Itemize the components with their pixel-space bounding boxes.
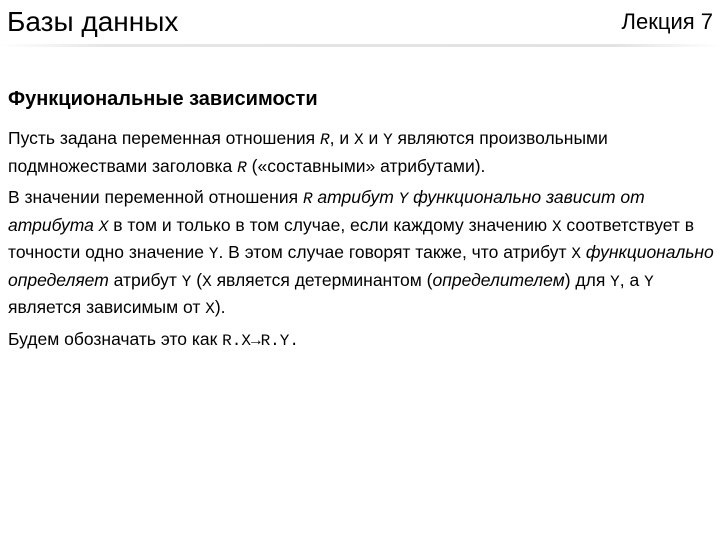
var-y: Y bbox=[610, 272, 620, 291]
var-r: R bbox=[302, 190, 313, 208]
text: соответствует в точности одно значение bbox=[8, 214, 695, 262]
lecture-label: Лекция 7 bbox=[621, 9, 713, 34]
text: , и bbox=[329, 128, 354, 148]
var-r: R bbox=[319, 131, 330, 149]
page-title: Базы данных bbox=[7, 6, 179, 37]
italic-text: определителем bbox=[432, 269, 565, 290]
var-r: R bbox=[237, 158, 247, 177]
text: ) для bbox=[564, 269, 611, 290]
var-y: Y bbox=[644, 272, 654, 291]
text: являются произвольными подмножествами заголовка bbox=[8, 128, 608, 176]
text: («составными» атрибутами). bbox=[246, 155, 486, 176]
text: ). bbox=[214, 297, 226, 317]
text: ( bbox=[191, 269, 203, 290]
text: Пусть задана переменная отношения bbox=[8, 128, 320, 148]
text: В значении переменной отношения bbox=[8, 187, 303, 207]
paragraph-1 bbox=[8, 126, 714, 181]
var-y: Y bbox=[208, 245, 219, 263]
var-x: X bbox=[571, 245, 581, 263]
text: является зависимым от bbox=[8, 297, 206, 317]
var-y: Y bbox=[383, 131, 393, 149]
dependency-notation: R.X→R.Y. bbox=[222, 331, 299, 350]
text: является детерминантом ( bbox=[211, 269, 433, 290]
text: Будем обозначать это как bbox=[8, 328, 223, 349]
text: в том и только в том случае, если каждому значению bbox=[108, 214, 552, 235]
text: и bbox=[363, 128, 384, 148]
italic-text: функционально определяет bbox=[8, 242, 714, 290]
var-x: X bbox=[551, 217, 562, 236]
var-x: X bbox=[98, 217, 109, 236]
text: , а bbox=[619, 269, 645, 290]
var-y: Y bbox=[398, 190, 409, 208]
var-x: X bbox=[205, 300, 215, 318]
header-divider bbox=[0, 44, 720, 47]
var-x: X bbox=[202, 272, 212, 291]
var-x: X bbox=[353, 131, 364, 149]
italic-text: атрибут bbox=[312, 187, 399, 207]
var-y: Y bbox=[181, 272, 192, 291]
section-heading: Функциональные зависимости bbox=[8, 88, 318, 110]
text: . В этом случае говорят также, что атрибут bbox=[218, 242, 572, 262]
italic-text: функционально зависит от атрибута bbox=[8, 187, 645, 235]
text: атрибут bbox=[108, 269, 182, 290]
body-text bbox=[8, 126, 714, 358]
paragraph-2 bbox=[8, 185, 714, 323]
paragraph-3 bbox=[8, 327, 714, 355]
